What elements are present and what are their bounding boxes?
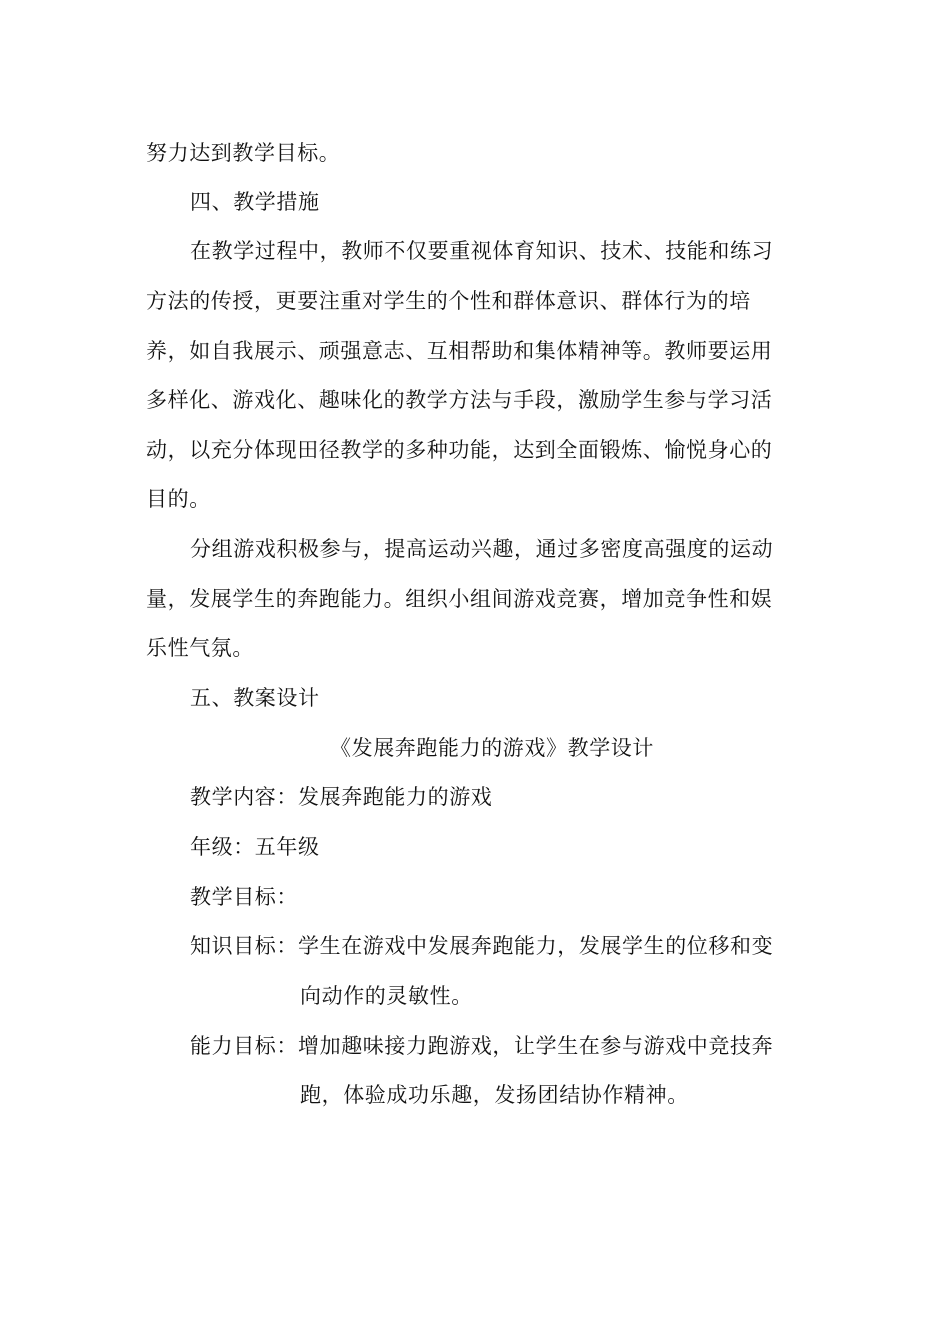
- body-line: 努力达到教学目标。: [146, 141, 341, 165]
- body-line: 目的。: [146, 487, 211, 511]
- lesson-title: 《发展奔跑能力的游戏》教学设计: [330, 736, 654, 760]
- body-line: 分组游戏积极参与，提高运动兴趣，通过多密度高强度的运动: [190, 537, 774, 561]
- section-heading-lesson-design: 五、教案设计: [190, 686, 320, 710]
- body-line: 量，发展学生的奔跑能力。组织小组间游戏竞赛，增加竞争性和娱: [146, 587, 773, 611]
- grade-line: 年级：五年级: [190, 835, 320, 859]
- knowledge-goal-continuation: 向动作的灵敏性。: [300, 984, 473, 1008]
- teaching-content-line: 教学内容：发展奔跑能力的游戏: [190, 785, 493, 809]
- knowledge-goal-line: 知识目标：学生在游戏中发展奔跑能力，发展学生的位移和变: [190, 934, 774, 958]
- body-line: 养，如自我展示、顽强意志、互相帮助和集体精神等。教师要运用: [146, 339, 773, 363]
- body-line: 乐性气氛。: [146, 636, 254, 660]
- teaching-goals-label: 教学目标：: [190, 885, 298, 909]
- body-line: 在教学过程中，教师不仅要重视体育知识、技术、技能和练习: [190, 239, 774, 263]
- ability-goal-continuation: 跑，体验成功乐趣，发扬团结协作精神。: [300, 1083, 689, 1107]
- body-line: 动，以充分体现田径教学的多种功能，达到全面锻炼、愉悦身心的: [146, 438, 773, 462]
- body-line: 方法的传授，更要注重对学生的个性和群体意识、群体行为的培: [146, 289, 751, 313]
- section-heading-teaching-measures: 四、教学措施: [190, 190, 320, 214]
- ability-goal-line: 能力目标：增加趣味接力跑游戏，让学生在参与游戏中竞技奔: [190, 1034, 774, 1058]
- body-line: 多样化、游戏化、趣味化的教学方法与手段，激励学生参与学习活: [146, 388, 773, 412]
